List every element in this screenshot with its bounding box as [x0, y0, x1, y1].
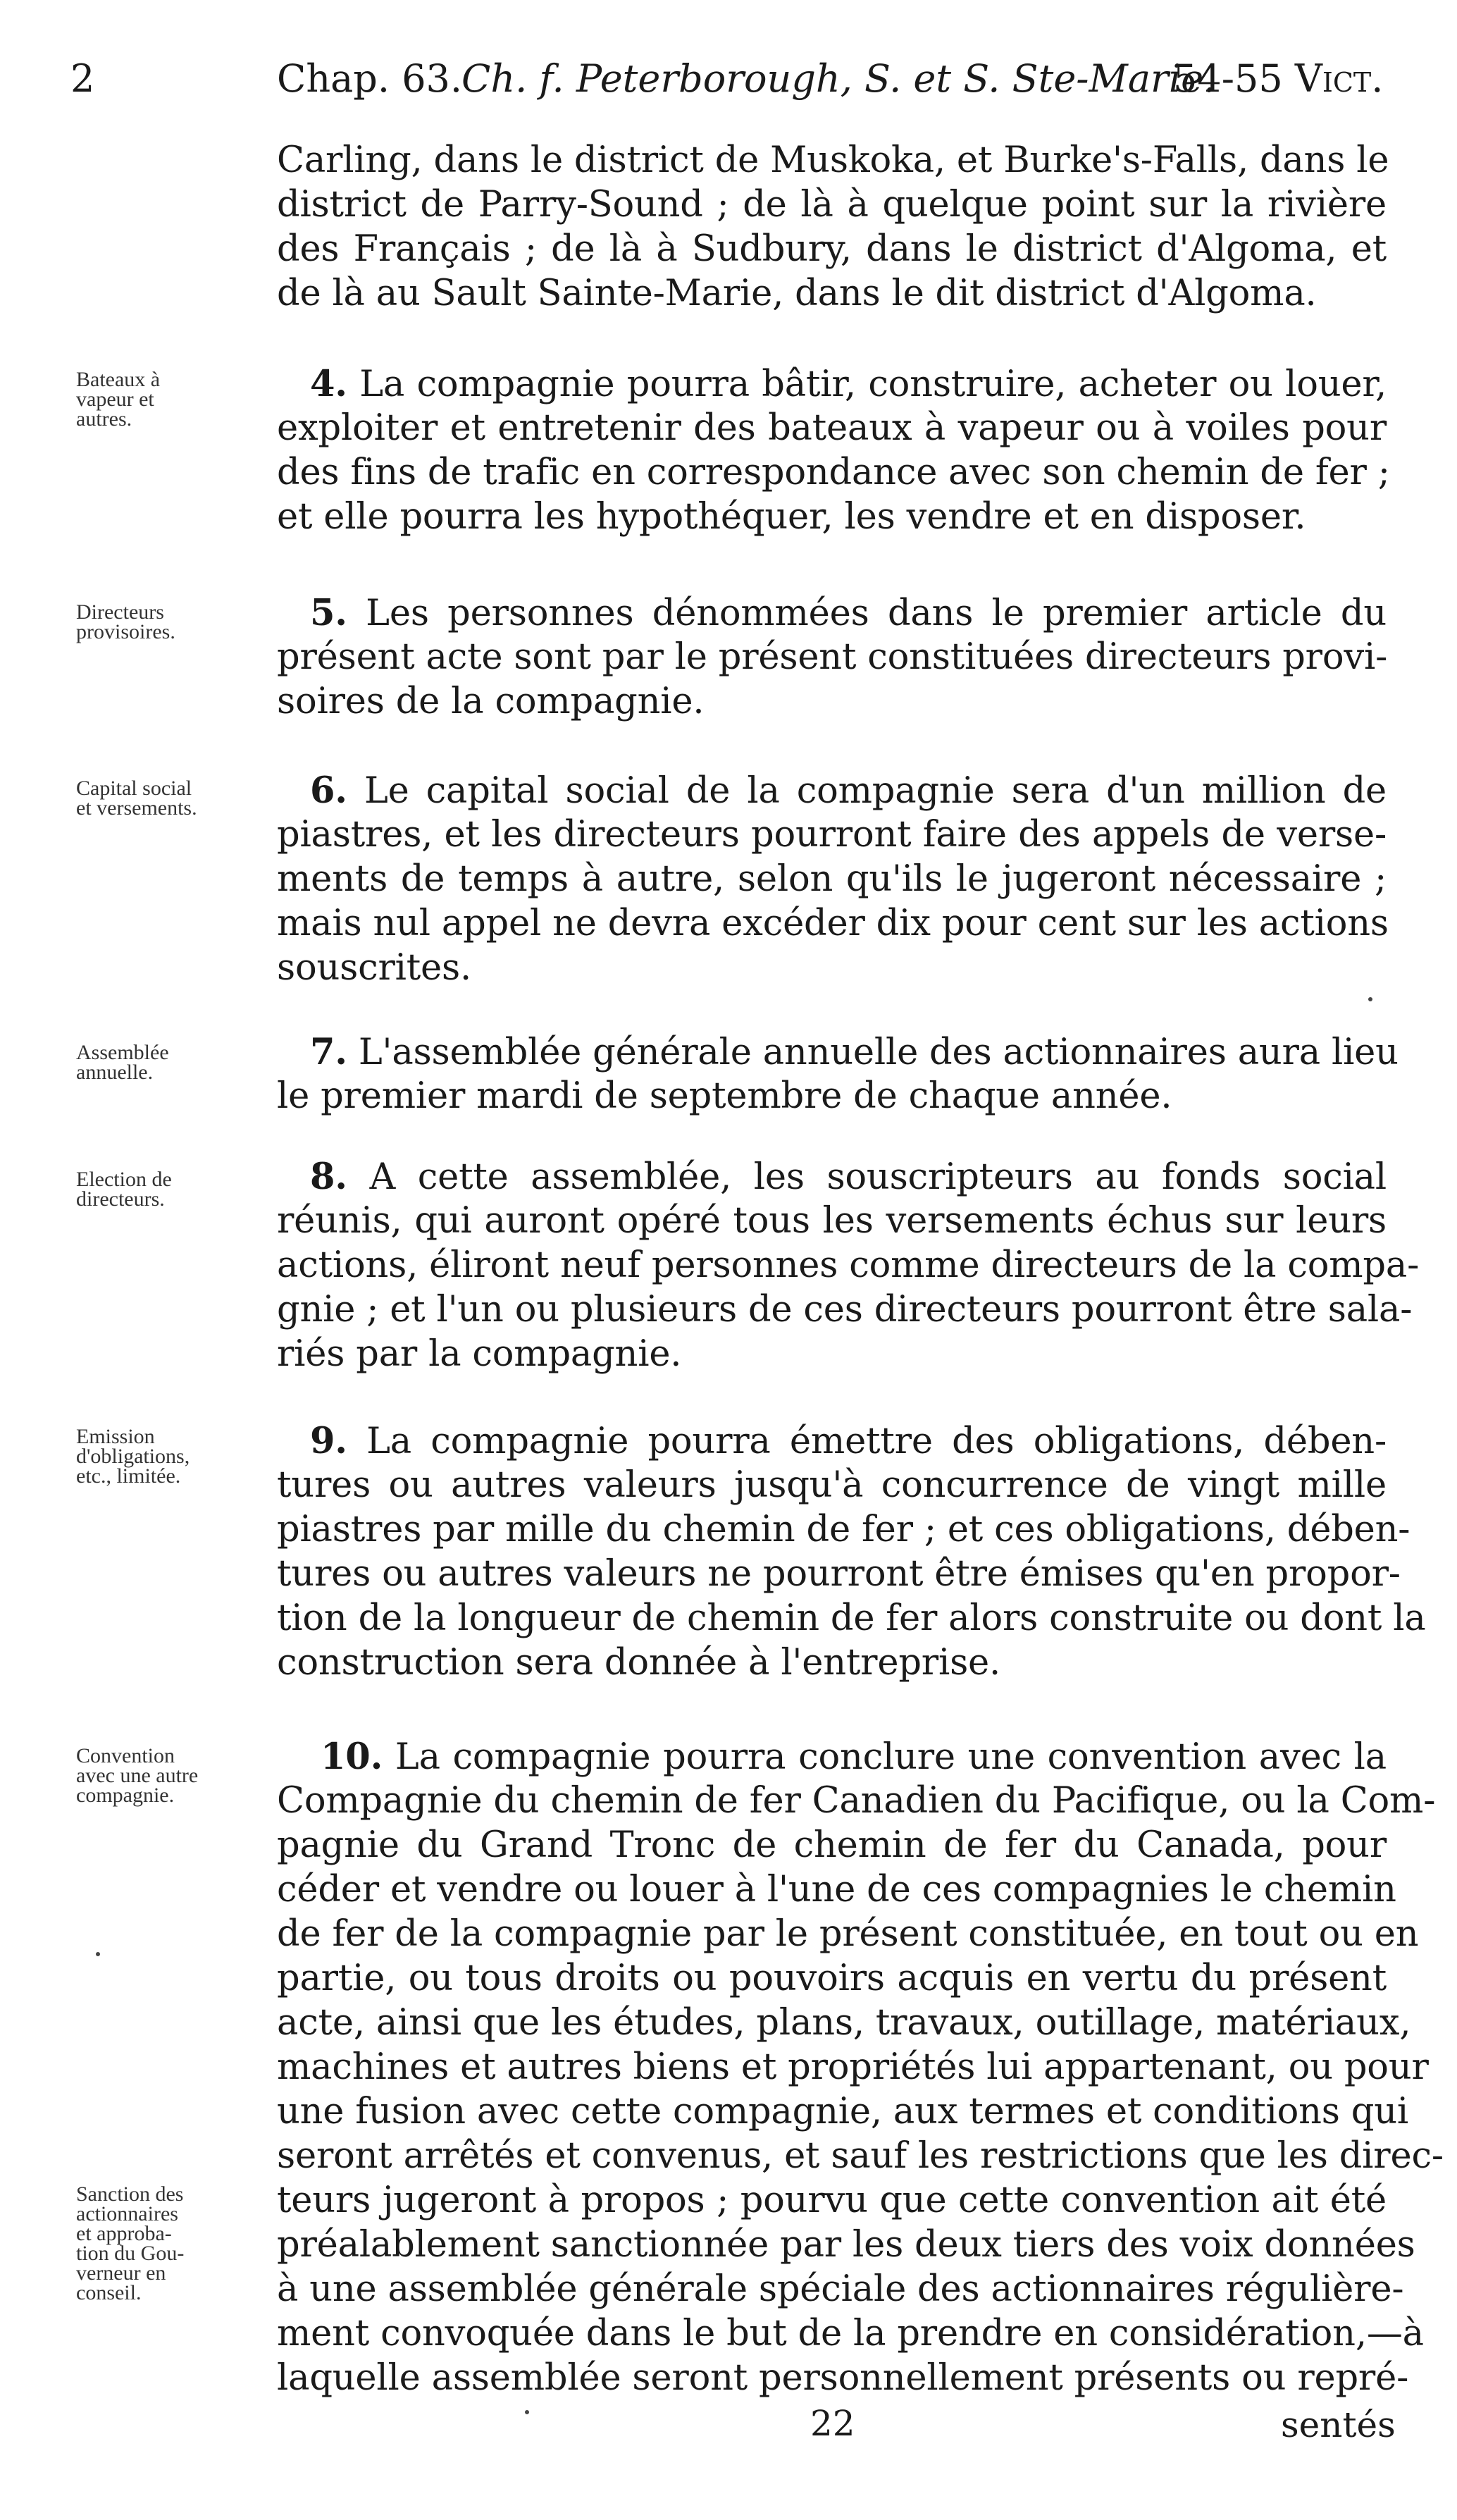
regnal-year: 54-55 Vict.: [1173, 56, 1384, 101]
text-line: réunis, qui auront opéré tous les versements échus sur leurs: [277, 1200, 1387, 1242]
chapter-label: Chap. 63.: [277, 56, 463, 101]
page-number: 2: [70, 56, 95, 101]
section-number: 9.: [310, 1420, 347, 1462]
text-line: ments de temps à autre, selon qu'ils le jugeront nécessaire ;: [277, 858, 1387, 900]
text-line: acte, ainsi que les études, plans, travaux, outillage, matériaux,: [277, 2002, 1411, 2044]
section-number: 6.: [310, 770, 347, 812]
margin-note: Emission d'obligations, etc., limitée.: [76, 1425, 190, 1488]
text-line: 8. A cette assemblée, les souscripteurs au fonds social: [310, 1156, 1387, 1198]
text-line: Compagnie du chemin de fer Canadien du Pacifique, ou la Com-: [277, 1780, 1436, 1822]
catchword: sentés: [1281, 2404, 1396, 2445]
text-line: tures ou autres valeurs jusqu'à concurrence de vingt mille: [277, 1464, 1387, 1506]
text-line: à une assemblée générale spéciale des actionnaires régulière-: [277, 2268, 1404, 2310]
text-line: mais nul appel ne devra excéder dix pour cent sur les actions: [277, 903, 1389, 944]
margin-note: Assemblée annuelle.: [76, 1041, 169, 1084]
text-line: et elle pourra les hypothéquer, les vendre et en disposer.: [277, 496, 1306, 538]
text-line: gnie ; et l'un ou plusieurs de ces directeurs pourront être sala-: [277, 1289, 1413, 1330]
text-line: piastres, et les directeurs pourront faire des appels de verse-: [277, 814, 1387, 856]
text-line: piastres par mille du chemin de fer ; et ces obligations, dében-: [277, 1509, 1410, 1550]
text-line: des Français ; de là à Sudbury, dans le district d'Algoma, et: [277, 228, 1387, 270]
text-line: le premier mardi de septembre de chaque année.: [277, 1075, 1172, 1117]
text-line: de fer de la compagnie par le présent constituée, en tout ou en: [277, 1913, 1419, 1955]
speck: [525, 2410, 529, 2414]
text-line: tion de la longueur de chemin de fer alors construite ou dont la: [277, 1598, 1426, 1639]
section-number: 5.: [310, 592, 347, 634]
margin-note: Convention avec une autre compagnie.: [76, 1744, 199, 1807]
text-line: présent acte sont par le présent constituées directeurs provi-: [277, 636, 1388, 678]
margin-note: Election de directeurs.: [76, 1168, 172, 1211]
section-number: 10.: [321, 1736, 383, 1778]
text-line: 7. L'assemblée générale annuelle des actionnaires aura lieu: [310, 1031, 1399, 1073]
text-line: une fusion avec cette compagnie, aux termes et conditions qui: [277, 2091, 1408, 2132]
margin-note: Directeurs provisoires.: [76, 600, 175, 643]
text-line: soires de la compagnie.: [277, 681, 705, 722]
text-line: construction sera donnée à l'entreprise.: [277, 1642, 1001, 1684]
speck: [1368, 997, 1372, 1001]
text-line: actions, éliront neuf personnes comme directeurs de la compa-: [277, 1244, 1420, 1286]
text-line: Carling, dans le district de Muskoka, et Burke's-Falls, dans le: [277, 140, 1389, 181]
margin-note: Sanction des actionnaires et approba- tion du Gou- verneur en conseil.: [76, 2182, 185, 2304]
margin-note: Bateaux à vapeur et autres.: [76, 368, 161, 431]
text-line: 4. La compagnie pourra bâtir, construire, acheter ou louer,: [310, 363, 1387, 405]
text-line: ment convoquée dans le but de la prendre en considération,—à: [277, 2313, 1424, 2354]
text-line: souscrites.: [277, 947, 472, 989]
text-line: exploiter et entretenir des bateaux à vapeur ou à voiles pour: [277, 407, 1387, 449]
speck: [96, 1952, 100, 1956]
text-line: riés par la compagnie.: [277, 1333, 682, 1375]
text-line: seront arrêtés et convenus, et sauf les restrictions que les direc-: [277, 2135, 1444, 2177]
running-title: Ch. f. Peterborough, S. et S. Ste-Marie.: [461, 56, 1216, 101]
text-line: teurs jugeront à propos ; pourvu que cette convention ait été: [277, 2180, 1387, 2221]
text-line: 6. Le capital social de la compagnie sera d'un million de: [310, 770, 1387, 812]
text-line: partie, ou tous droits ou pouvoirs acquis en vertu du présent: [277, 1958, 1387, 1999]
text-line: district de Parry-Sound ; de là à quelque point sur la rivière: [277, 184, 1387, 226]
text-line: 9. La compagnie pourra émettre des obligations, dében-: [310, 1420, 1387, 1462]
text-line: pagnie du Grand Tronc de chemin de fer du Canada, pour: [277, 1824, 1387, 1866]
text-line: machines et autres biens et propriétés lui appartenant, ou pour: [277, 2046, 1429, 2088]
margin-note: Capital social et versements.: [76, 777, 197, 820]
section-number: 8.: [310, 1156, 347, 1198]
text-line: tures ou autres valeurs ne pourront être émises qu'en propor-: [277, 1553, 1401, 1595]
signature-mark: 22: [810, 2403, 855, 2444]
text-line: laquelle assemblée seront personnellement présents ou repré-: [277, 2357, 1409, 2399]
text-line: de là au Sault Sainte-Marie, dans le dit district d'Algoma.: [277, 273, 1317, 314]
section-number: 4.: [310, 363, 347, 405]
text-line: préalablement sanctionnée par les deux tiers des voix données: [277, 2224, 1415, 2266]
section-number: 7.: [310, 1031, 347, 1073]
text-line: 5. Les personnes dénommées dans le premier article du: [310, 592, 1387, 634]
text-line: céder et vendre ou louer à l'une de ces compagnies le chemin: [277, 1869, 1396, 1910]
text-line: 10. La compagnie pourra conclure une convention avec la: [321, 1736, 1387, 1778]
text-line: des fins de trafic en correspondance avec son chemin de fer ;: [277, 452, 1390, 493]
